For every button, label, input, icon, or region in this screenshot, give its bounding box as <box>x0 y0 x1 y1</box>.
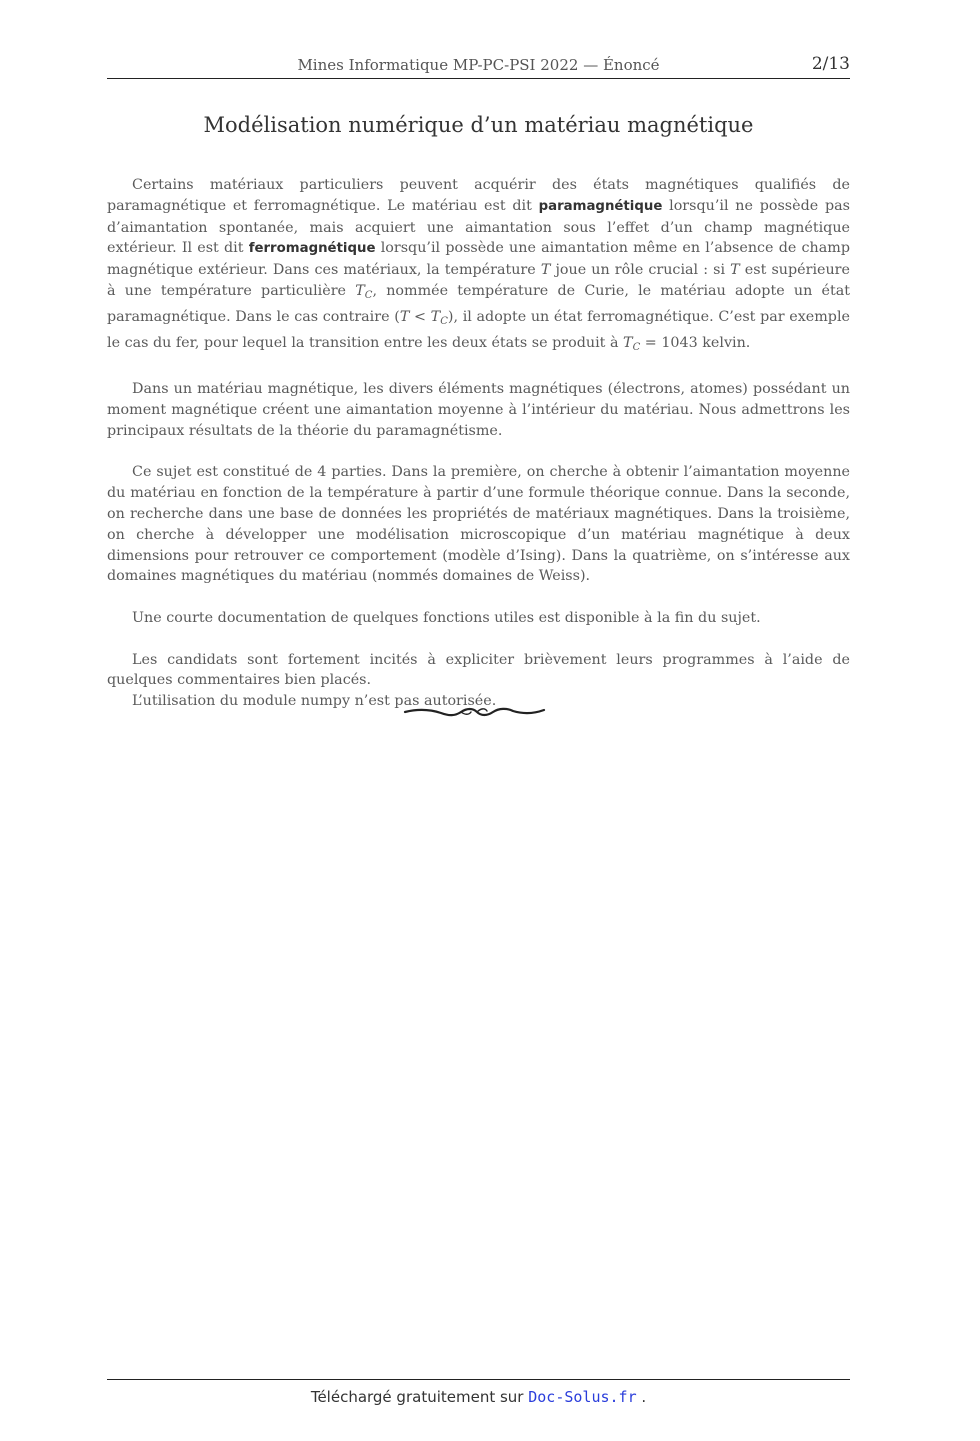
structure-paragraph: Ce sujet est constitué de 4 parties. Dans la première, on cherche à obtenir l’aimantation moyenne du matériau en fonction de la température à partir d’une formule théorique connue. Dans la seconde, on recherche dans une base de données les propriétés de matériaux magnétiques. Dans la troisième, on cherche à développer une modélisation microscopique d’un matériau magnétique à deux dimensions pour retrouver ce comportement (modèle d’Ising). Dans la quatrième, on s’intéresse aux domaines magnétiques du matériau (nommés domaines de Weiss). <box>107 464 850 585</box>
footer-end: . <box>636 1388 647 1406</box>
math-symbol: T <box>355 282 365 299</box>
math-symbol: T <box>540 262 551 279</box>
text-span: , nommée température de Curie, le matériau adopte un état paramagnétique. Dans le cas contraire ( <box>107 282 850 325</box>
document-title: Modélisation numérique d’un matériau magnétique <box>203 113 754 137</box>
paramagnetism-paragraph: Dans un matériau magnétique, les divers éléments magnétiques (électrons, atomes) possédant un moment magnétique créent une aimantation moyenne à l’intérieur du matériau. Nous admettrons les principaux résultats de la théorie du paramagnétisme. <box>107 381 850 439</box>
instructions-paragraph: Les candidats sont fortement incités à expliciter brièvement leurs programmes à l’aide de quelques commentaires bien placés. <box>107 651 850 689</box>
text-span: lorsqu’il possède une aimantation même en l’absence de champ magnétique extérieur. Dans ces matériaux, la température <box>107 240 850 279</box>
ornament-divider-icon <box>403 703 546 721</box>
math-symbol: T <box>623 334 633 351</box>
intro-paragraph <box>107 175 850 358</box>
term-paramagnetique: paramagnétique <box>538 198 663 214</box>
documentation-paragraph: Une courte documentation de quelques fonctions utiles est disponible à la fin du sujet. <box>132 609 761 626</box>
text-span: ), il adopte un état ferromagnétique. C’est par exemple le cas du fer, pour lequel la transition entre les deux états se produit à <box>107 308 850 351</box>
header-title: Mines Informatique MP-PC-PSI 2022 — Énoncé <box>297 56 660 74</box>
text-span: est supérieure à une température particulière <box>107 262 850 299</box>
document-body <box>107 175 850 712</box>
footer-text: Téléchargé gratuitement sur <box>310 1388 529 1406</box>
math-subscript: C <box>632 341 641 353</box>
text-span: Certains matériaux particuliers peuvent acquérir des états magnétiques qualifiés de paramagnétique et ferromagnétique. Le matériau est dit <box>107 177 850 214</box>
footer-rule <box>107 1379 850 1380</box>
term-ferromagnetique: ferromagnétique <box>248 241 376 257</box>
math-subscript: C <box>364 289 373 301</box>
math-expression: T < T <box>399 308 441 325</box>
doc-solus-link[interactable]: Doc-Solus.fr <box>528 1388 637 1406</box>
page-footer <box>107 1388 850 1406</box>
text-span: joue un rôle crucial : si <box>550 262 731 279</box>
math-subscript: C <box>440 315 448 327</box>
math-symbol: T <box>730 262 740 279</box>
text-span: = 1043 kelvin. <box>640 334 751 351</box>
page-number: 2/13 <box>811 54 850 74</box>
numpy-paragraph: L’utilisation du module numpy n’est pas autorisée. <box>132 693 497 710</box>
page-header <box>107 54 850 79</box>
text-span: lorsqu’il ne possède pas d’aimantation spontanée, mais acquiert une aimantation sous l’effet d’un champ magnétique extérieur. Il est dit <box>107 197 850 257</box>
